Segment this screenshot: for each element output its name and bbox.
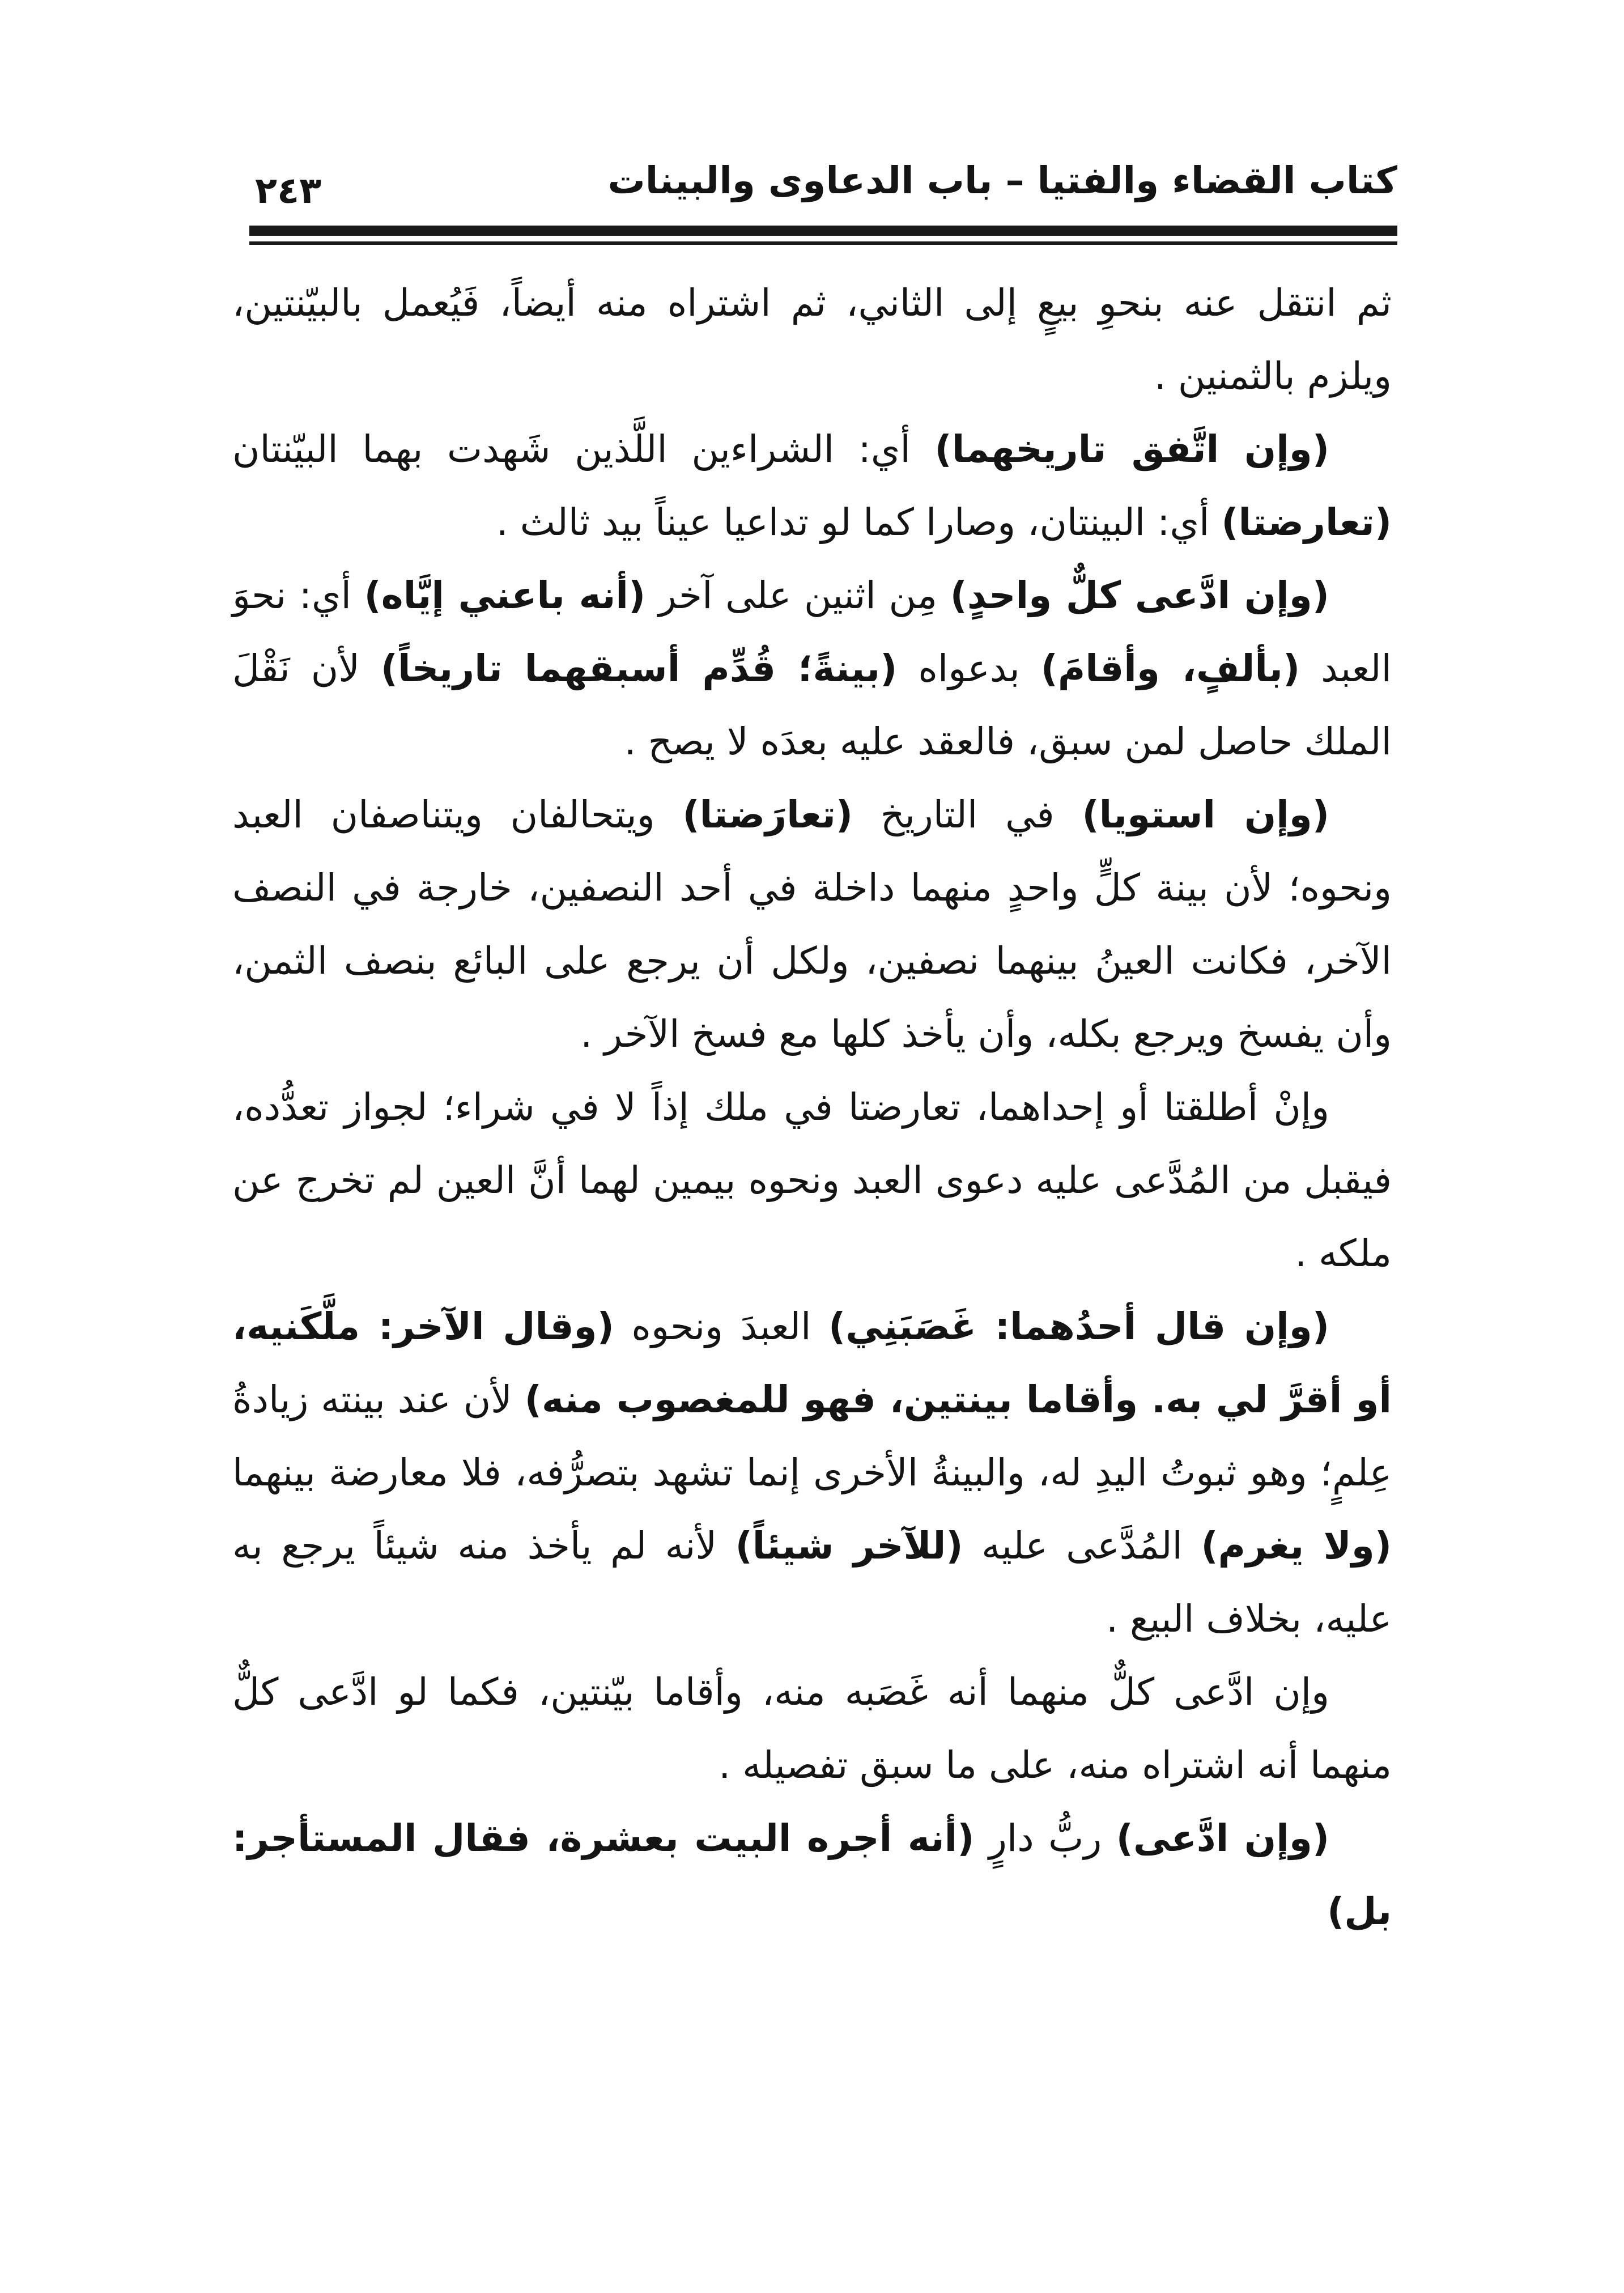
paragraph xyxy=(232,778,1392,1071)
commentary-text: وإنْ أطلقتا أو إحداهما، تعارضتا في ملك إذاً لا في شراء؛ لجواز تعدُّده، فيقبل من المُدَّعى عليه دعوى العبد ونحوه بيمين لهما أنَّ العين لم تخرج عن ملكه . xyxy=(232,1085,1392,1275)
matn-text: (وإن اتَّفق تاريخهما) xyxy=(934,427,1329,471)
commentary-text: بدعواه xyxy=(897,647,1041,690)
commentary-text: لأن عند بينته زيادةُ عِلمٍ؛ وهو ثبوتُ اليدِ له، والبينةُ الأخرى إنما تشهد بتصرُّفه، فلا معارضة بينهما xyxy=(232,1378,1392,1494)
matn-text: (وإن استويا) xyxy=(1082,793,1329,836)
paragraph xyxy=(232,1802,1392,1948)
matn-text: (بينةً؛ قُدِّم أسبقهما تاريخاً) xyxy=(380,647,898,690)
page-header xyxy=(249,142,1397,238)
commentary-text: مِن اثنين على آخر xyxy=(645,574,950,617)
commentary-text: وإن ادَّعى كلٌّ منهما أنه غَصَبه منه، وأقاما بيّنتين، فكما لو ادَّعى كلٌّ منهما أنه اشتراه منه، على ما سبق تفصيله . xyxy=(232,1670,1392,1787)
commentary-text: ثم انتقل عنه بنحوِ بيعٍ إلى الثاني، ثم اشتراه منه أيضاً، فَيُعمل بالبيّنتين، ويلزم بالثمنين . xyxy=(232,281,1392,398)
commentary-text: في التاريخ xyxy=(853,793,1082,836)
paragraph xyxy=(232,266,1392,413)
commentary-text: لأن نَقْلَ الملك حاصل لمن سبق، فالعقد عليه بعدَه لا يصح . xyxy=(232,647,1392,763)
matn-text: (ولا يغرم) xyxy=(1201,1524,1392,1568)
commentary-text: لأنه لم يأخذ منه شيئاً يرجع به عليه، بخلاف البيع . xyxy=(232,1524,1392,1641)
body-text xyxy=(232,266,1392,1948)
commentary-text: أي: نحوَ العبد xyxy=(232,574,1392,690)
paragraph xyxy=(232,1655,1392,1802)
paragraph xyxy=(232,1071,1392,1290)
commentary-text: أي: الشراءين اللَّذين شَهدت بهما البيّنتان xyxy=(232,427,935,471)
header-rule-thin xyxy=(249,241,1397,245)
page-number: ٢٤٣ xyxy=(255,170,322,212)
matn-text: (تعارَضتا) xyxy=(682,793,853,836)
running-title: كتاب القضاء والفتيا – باب الدعاوى والبينات xyxy=(607,159,1397,202)
commentary-text: ربُّ دارٍ xyxy=(974,1816,1116,1860)
matn-text: (وإن ادَّعى كلٌّ واحدٍ) xyxy=(950,574,1329,617)
commentary-text: المُدَّعى عليه xyxy=(963,1524,1201,1568)
commentary-text: ويتحالفان ويتناصفان العبد ونحوه؛ لأن بينة كلٍّ واحدٍ منهما داخلة في أحد النصفين، خارجة في النصف الآخر، فكانت العينُ بينهما نصفين، ولكل أن يرجع على البائع بنصف الثمن، وأن يفسخ ويرجع بكله، وأن يأخذ كلها مع فسخ الآخر . xyxy=(232,793,1392,1056)
paragraph xyxy=(232,559,1392,778)
paragraph xyxy=(232,1290,1392,1655)
matn-text: (بألفٍ، وأقامَ) xyxy=(1040,647,1300,690)
matn-text: (وقال الآخر: ملَّكَنيه، أو أقرَّ لي به. وأقاما بينتين، فهو للمغصوب منه) xyxy=(232,1305,1392,1421)
paragraph xyxy=(232,413,1392,559)
matn-text: (وإن ادَّعى) xyxy=(1116,1816,1330,1860)
commentary-text: العبدَ ونحوه xyxy=(614,1305,829,1348)
header-rule-thick xyxy=(249,226,1397,236)
matn-text: (أنه باعني إيَّاه) xyxy=(364,574,646,617)
matn-text: (أنه أجره البيت بعشرة، فقال المستأجر: بل) xyxy=(232,1816,1392,1933)
matn-text: (وإن قال أحدُهما: غَصَبَنِي) xyxy=(828,1305,1329,1348)
commentary-text: أي: البينتان، وصارا كما لو تداعيا عيناً بيد ثالث . xyxy=(496,500,1222,544)
matn-text: (تعارضتا) xyxy=(1221,500,1392,544)
matn-text: (للآخر شيئاً) xyxy=(735,1524,963,1568)
